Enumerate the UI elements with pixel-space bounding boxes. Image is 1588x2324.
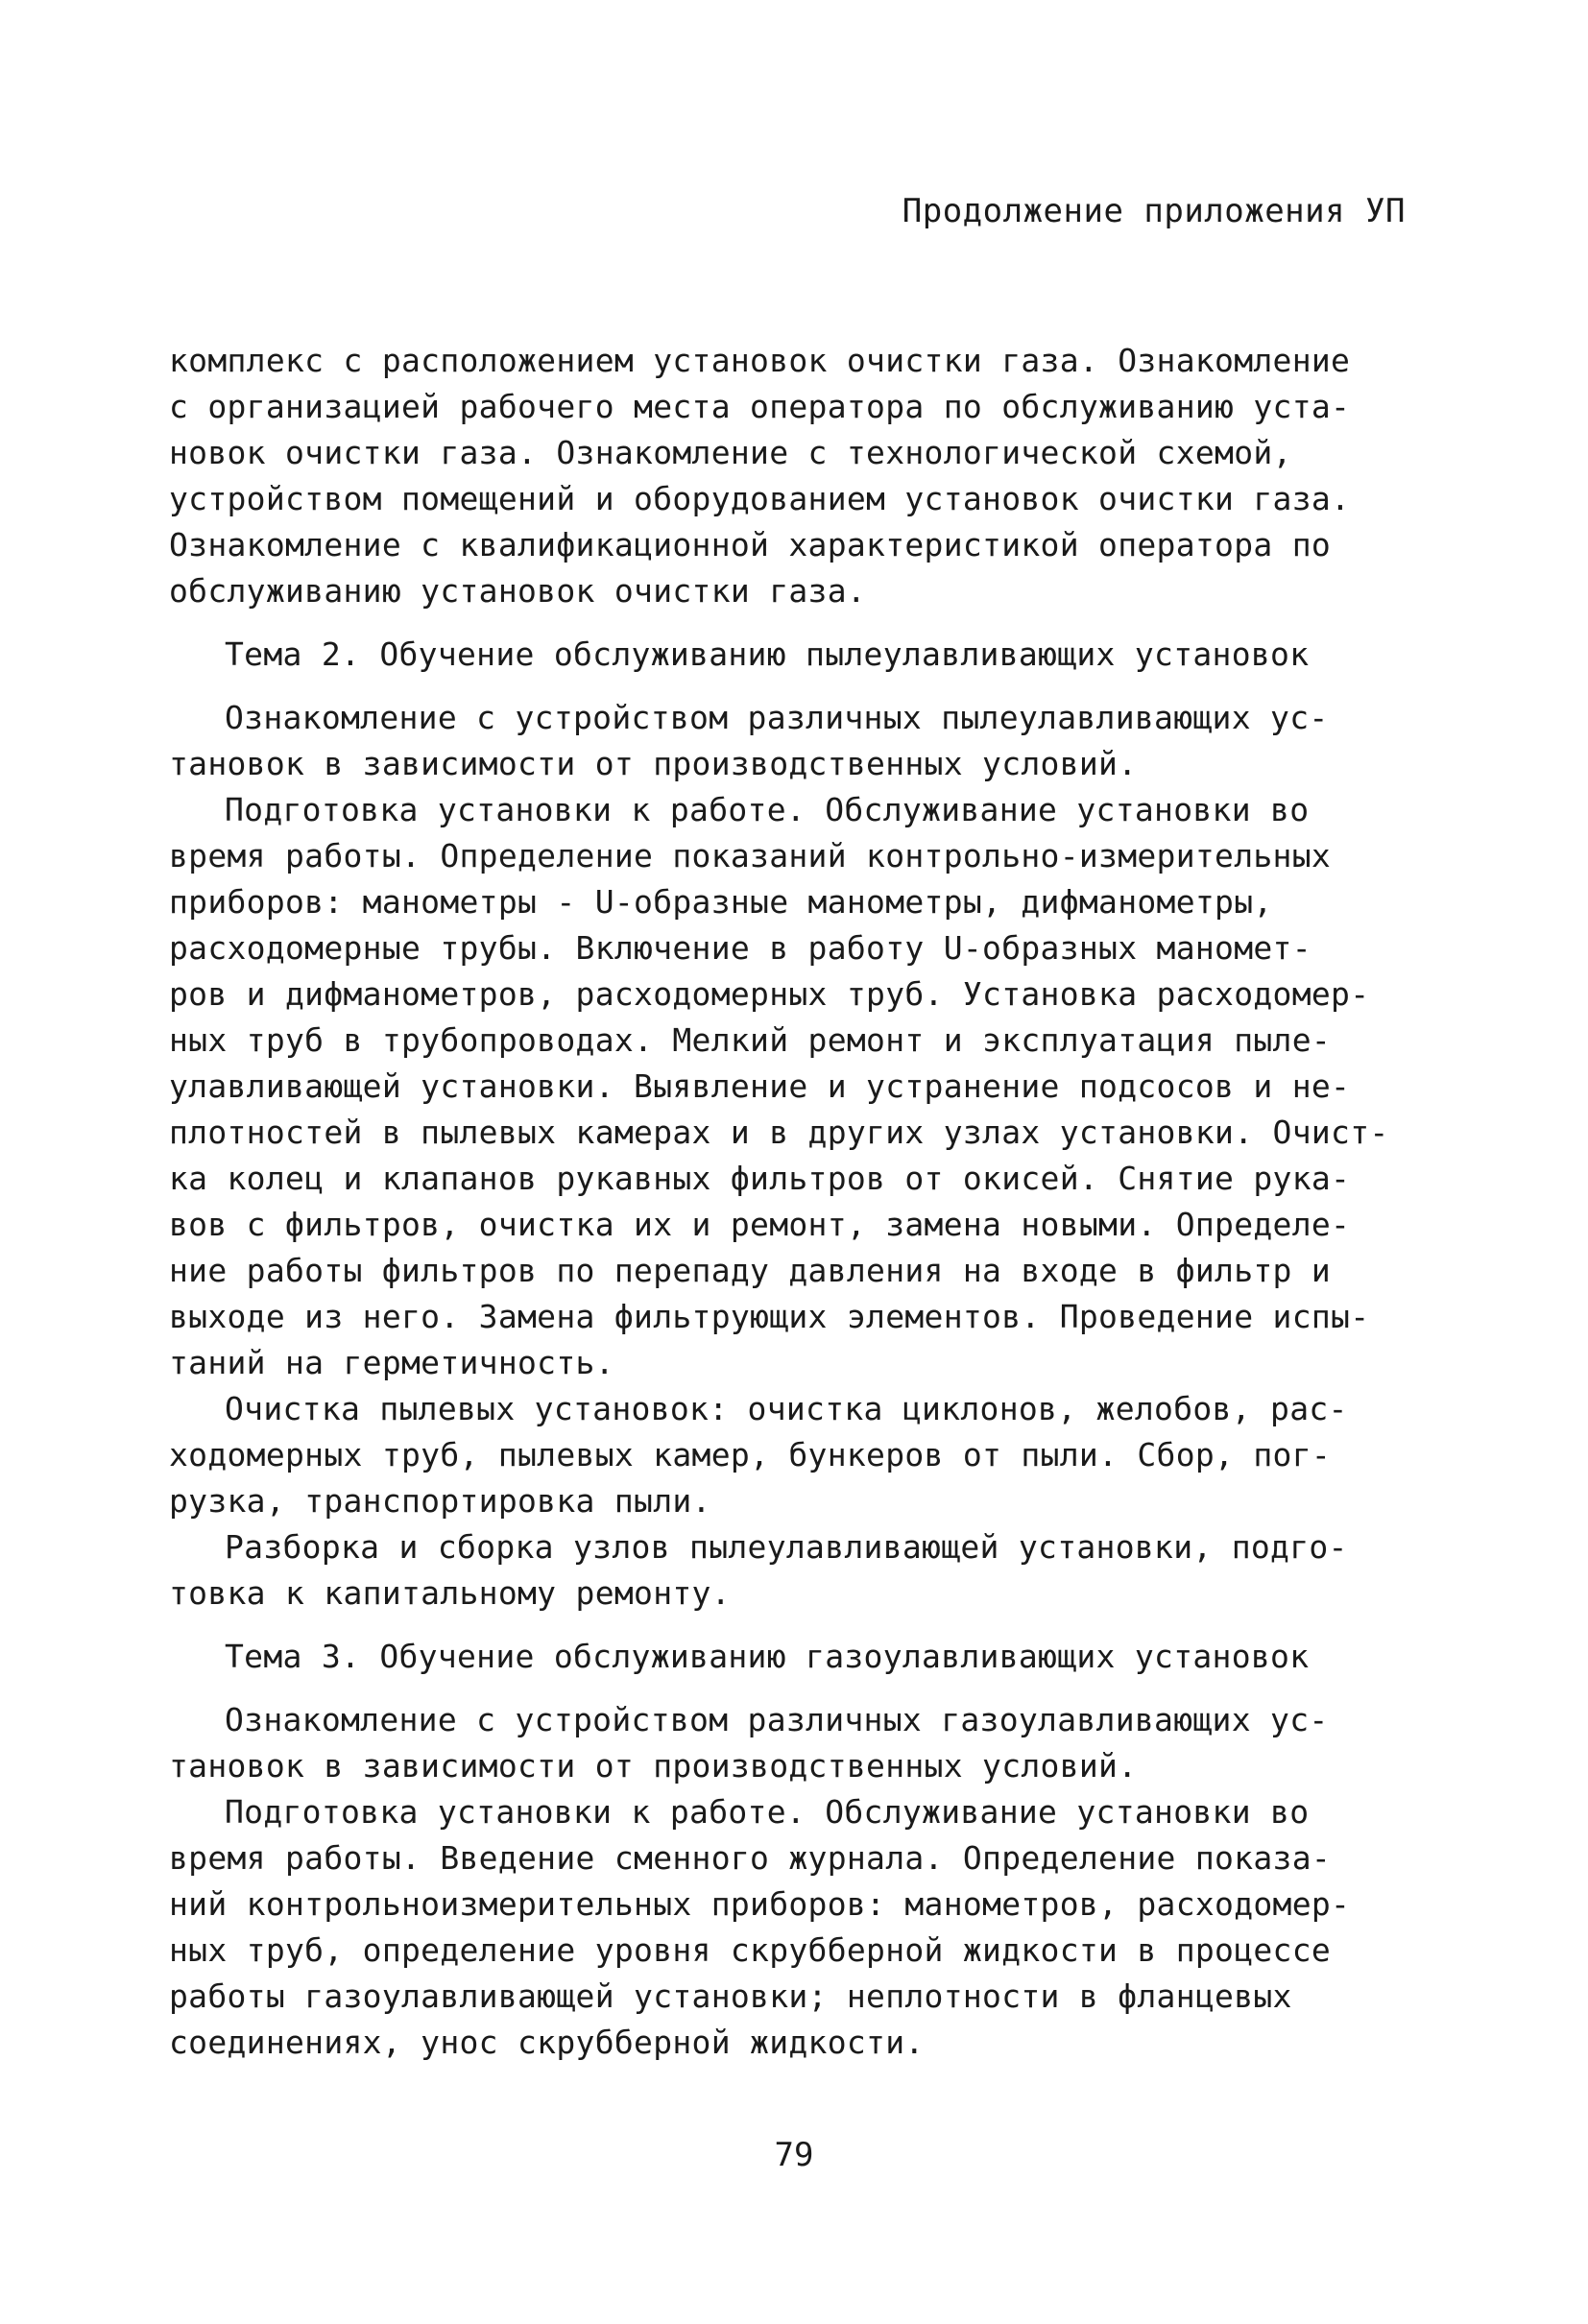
text-line: расходомерные трубы. Включение в работу U-образных маномет- bbox=[169, 929, 1311, 967]
text-line: рузка, транспортировка пыли. bbox=[169, 1482, 711, 1520]
text-line: ний контрольноизмерительных приборов: манометров, расходомер- bbox=[169, 1885, 1351, 1923]
text-line: время работы. Введение сменного журнала. Определение показа- bbox=[169, 1839, 1332, 1877]
text-line: устройством помещений и оборудованием установок очистки газа. bbox=[169, 480, 1351, 517]
text-line: вов с фильтров, очистка их и ремонт, замена новыми. Определе- bbox=[169, 1206, 1351, 1243]
text-line: приборов: манометры - U-образные манометры, дифманометры, bbox=[169, 883, 1273, 921]
text-line: работы газоулавливающей установки; неплотности в фланцевых bbox=[169, 1977, 1292, 2015]
text-line: ходомерных труб, пылевых камер, бункеров от пыли. Сбор, пог- bbox=[169, 1436, 1332, 1473]
text-line: товка к капитальному ремонту. bbox=[169, 1574, 731, 1612]
text-line: Подготовка установки к работе. Обслуживание установки во bbox=[225, 1793, 1310, 1831]
text-line: обслуживанию установок очистки газа. bbox=[169, 572, 867, 610]
text-line: выходе из него. Замена фильтрующих элементов. Проведение испы- bbox=[169, 1298, 1370, 1335]
text-line: Ознакомление с квалификационной характеристикой оператора по bbox=[169, 526, 1332, 563]
text-line: тановок в зависимости от производственных условий. bbox=[169, 1747, 1138, 1785]
section-heading-topic-3: Тема 3. Обучение обслуживанию газоулавливающих установок bbox=[225, 1638, 1310, 1675]
text-line: Ознакомление с устройством различных пылеулавливающих ус- bbox=[225, 699, 1329, 736]
page-header: Продолжение приложения УП bbox=[902, 192, 1406, 230]
text-line: ных труб, определение уровня скрубберной жидкости в процессе bbox=[169, 1931, 1332, 1969]
text-line: Разборка и сборка узлов пылеулавливающей установки, подго- bbox=[225, 1528, 1348, 1566]
text-line: Очистка пылевых установок: очистка циклонов, желобов, рас- bbox=[225, 1390, 1348, 1427]
text-line: новок очистки газа. Ознакомление с технологической схемой, bbox=[169, 434, 1292, 471]
text-line: соединениях, унос скрубберной жидкости. bbox=[169, 2024, 925, 2061]
text-line: ных труб в трубопроводах. Мелкий ремонт и эксплуатация пыле- bbox=[169, 1021, 1332, 1059]
text-line: ров и дифманометров, расходомерных труб. Установка расходомер- bbox=[169, 975, 1370, 1013]
text-line: Ознакомление с устройством различных газоулавливающих ус- bbox=[225, 1701, 1329, 1738]
text-line: ние работы фильтров по перепаду давления на входе в фильтр и bbox=[169, 1252, 1332, 1289]
text-line: тановок в зависимости от производственных условий. bbox=[169, 745, 1138, 782]
text-line: улавливающей установки. Выявление и устранение подсосов и не- bbox=[169, 1067, 1351, 1105]
text-line: таний на герметичность. bbox=[169, 1344, 614, 1381]
page-number: 79 bbox=[774, 2136, 814, 2174]
text-line: плотностей в пылевых камерах и в других узлах установки. Очист- bbox=[169, 1114, 1389, 1151]
text-line: комплекс с расположением установок очистки газа. Ознакомление bbox=[169, 342, 1351, 379]
text-line: ка колец и клапанов рукавных фильтров от окисей. Снятие рука- bbox=[169, 1160, 1351, 1197]
text-line: с организацией рабочего места оператора по обслуживанию уста- bbox=[169, 388, 1351, 425]
section-heading-topic-2: Тема 2. Обучение обслуживанию пылеулавливающих установок bbox=[225, 635, 1310, 673]
body-text bbox=[169, 338, 1417, 2066]
text-line: Подготовка установки к работе. Обслуживание установки во bbox=[225, 791, 1310, 828]
text-line: время работы. Определение показаний контрольно-измерительных bbox=[169, 837, 1332, 874]
